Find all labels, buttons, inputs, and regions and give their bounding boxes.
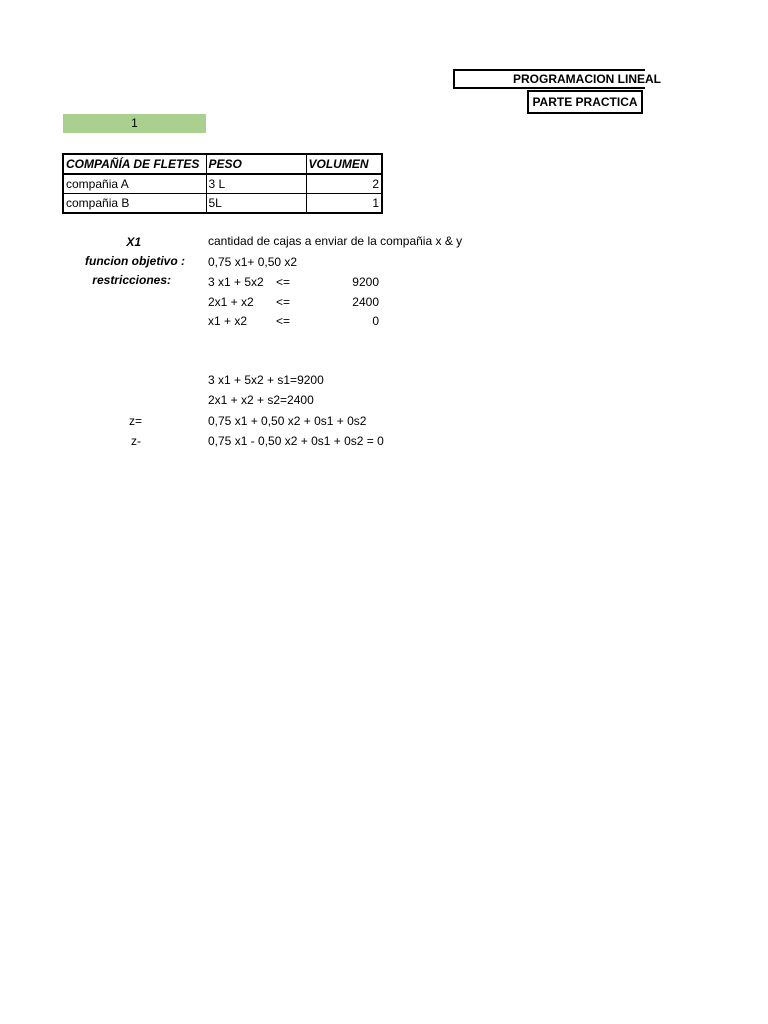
header-compania: COMPAÑÍA DE FLETES <box>63 154 206 174</box>
objective-label: funcion objetivo : <box>85 254 185 268</box>
z-minus-equation: 0,75 x1 - 0,50 x2 + 0s1 + 0s2 = 0 <box>208 434 384 448</box>
cell-volumen: 1 <box>306 194 382 214</box>
table-header-row <box>63 154 382 174</box>
variable-label: X1 <box>126 235 141 249</box>
exercise-number-cell: 1 <box>63 114 206 133</box>
fletes-table <box>62 153 383 214</box>
page-subtitle: PARTE PRACTICA <box>527 90 643 114</box>
restriction-1-value: 9200 <box>352 275 379 289</box>
restriction-2-value: 2400 <box>352 295 379 309</box>
cell-volumen: 2 <box>306 174 382 194</box>
header-peso: PESO <box>206 154 306 174</box>
z-minus-label: z- <box>131 434 141 448</box>
restrictions-label: restricciones: <box>92 273 171 287</box>
restriction-3-value: 0 <box>372 314 379 328</box>
z-label: z= <box>129 414 143 428</box>
restriction-3-op: <= <box>276 314 291 328</box>
table-row <box>63 174 382 194</box>
cell-peso: 5L <box>206 194 306 214</box>
restriction-3-expr: x1 + x2 <box>208 314 248 328</box>
restriction-2-op: <= <box>276 295 291 309</box>
variable-description: cantidad de cajas a enviar de la compañia x & y <box>208 234 463 248</box>
standard-equation-2: 2x1 + x2 + s2=2400 <box>208 393 314 407</box>
cell-peso: 3 L <box>206 174 306 194</box>
restriction-1-expr: 3 x1 + 5x2 <box>208 275 264 289</box>
cell-compania: compañia A <box>63 174 206 194</box>
restriction-2-expr: 2x1 + x2 <box>208 295 254 309</box>
page-title: PROGRAMACION LINEAL <box>453 69 645 89</box>
cell-compania: compañia B <box>63 194 206 214</box>
standard-equation-1: 3 x1 + 5x2 + s1=9200 <box>208 373 324 387</box>
restriction-1-op: <= <box>276 275 291 289</box>
objective-function: 0,75 x1+ 0,50 x2 <box>208 255 298 269</box>
header-volumen: VOLUMEN <box>306 154 382 174</box>
table-row <box>63 194 382 214</box>
z-equation: 0,75 x1 + 0,50 x2 + 0s1 + 0s2 <box>208 414 367 428</box>
